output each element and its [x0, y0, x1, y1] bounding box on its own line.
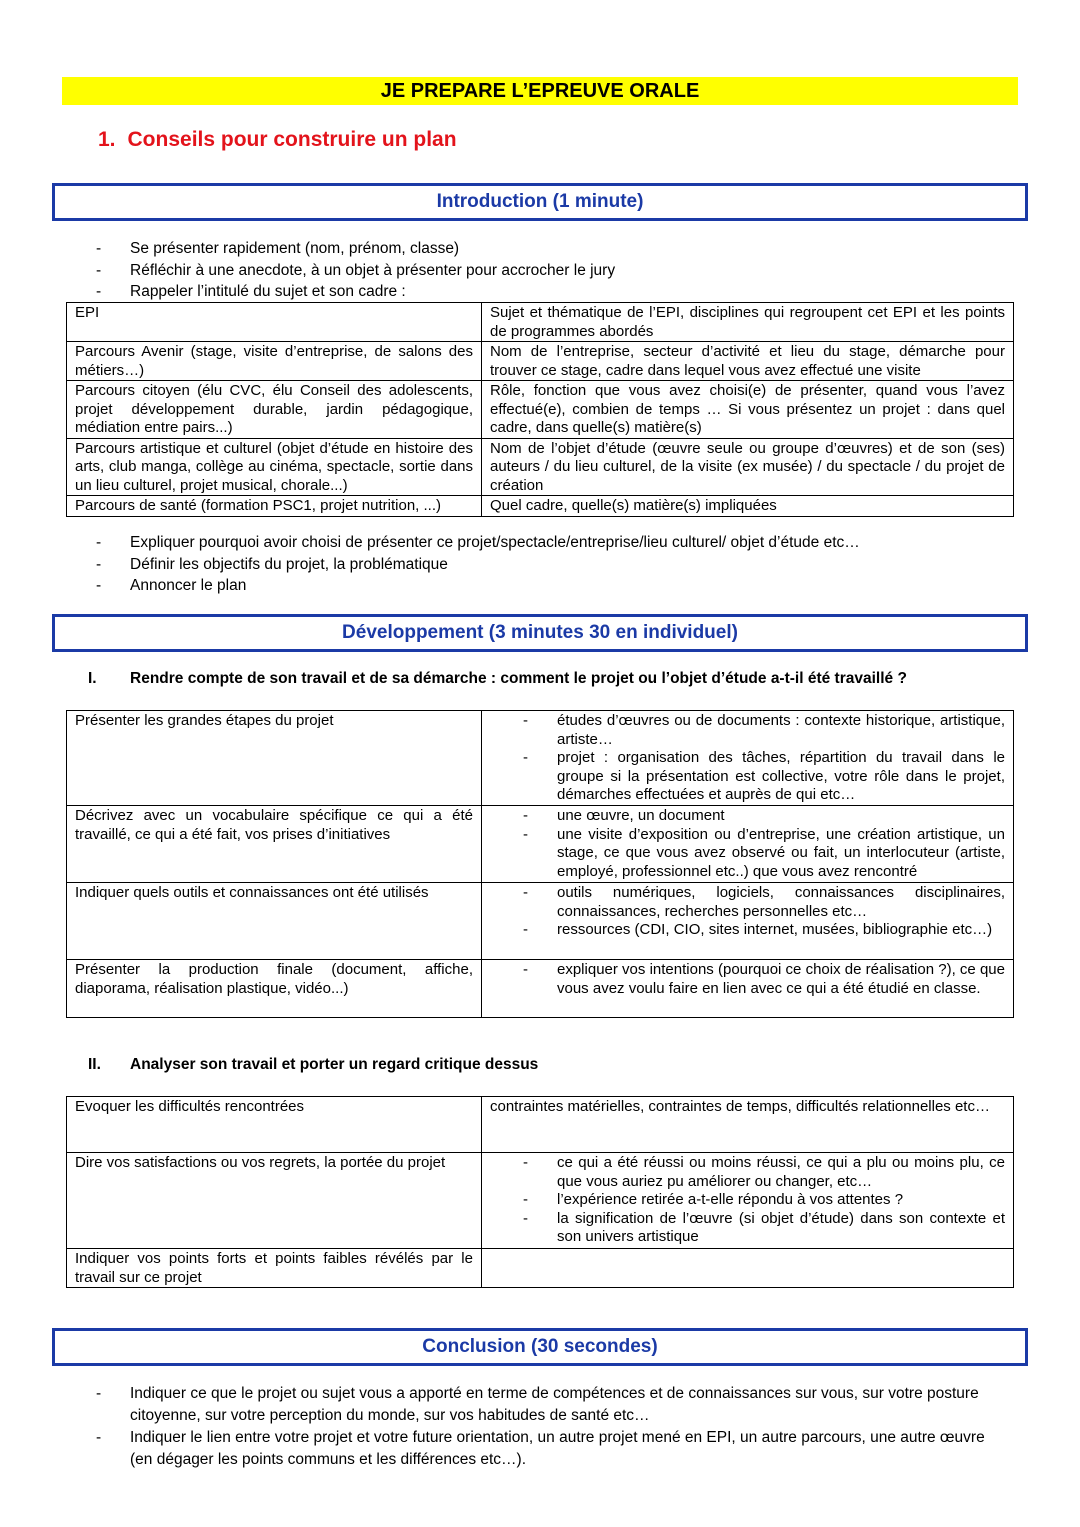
table-row: [67, 806, 1014, 883]
table-cell: [482, 1153, 1014, 1249]
roman-numeral: II.: [88, 1056, 101, 1073]
table-cell: [482, 960, 1014, 1018]
intro-bullet-list-after: [96, 532, 860, 597]
part-one-table: [66, 710, 1014, 1018]
intro-framework-table: [66, 302, 1014, 517]
table-row: [67, 342, 1014, 381]
list-item: - outils numériques, logiciels, connaissances disciplinaires, connaissances, recherches personnelles etc…: [490, 884, 1005, 921]
part-two-table: [66, 1096, 1014, 1288]
table-row: [67, 381, 1014, 439]
table-cell: Parcours artistique et culturel (objet d’étude en histoire des arts, club manga, collège au cinéma, spectacle, sortie dans un lieu culturel, projet musical, chorale...): [67, 438, 482, 496]
table-cell: Indiquer quels outils et connaissances ont été utilisés: [67, 883, 482, 960]
table-cell: Sujet et thématique de l’EPI, disciplines qui regroupent cet EPI et les points de programmes abordés: [482, 303, 1014, 342]
table-cell: Nom de l’entreprise, secteur d’activité et lieu du stage, démarche pour trouver ce stage, cadre dans lequel vous avez effectué une visite: [482, 342, 1014, 381]
list-item: - expliquer vos intentions (pourquoi ce choix de réalisation ?), ce que vous avez voulu faire en lien avec ce qui a été étudié en classe.: [490, 961, 1005, 998]
table-row: [67, 496, 1014, 517]
conclusion-heading: Conclusion (30 secondes): [52, 1328, 1028, 1366]
introduction-heading: Introduction (1 minute): [52, 183, 1028, 221]
table-row: [67, 1153, 1014, 1249]
table-cell: Présenter la production finale (document, affiche, diaporama, réalisation plastique, vidéo...): [67, 960, 482, 1018]
table-cell: EPI: [67, 303, 482, 342]
table-cell: Présenter les grandes étapes du projet: [67, 711, 482, 806]
table-cell: [482, 1249, 1014, 1288]
list-item: - ressources (CDI, CIO, sites internet, musées, bibliographie etc…): [490, 921, 1005, 940]
table-row: [67, 1249, 1014, 1288]
table-row: [67, 711, 1014, 806]
table-cell: Décrivez avec un vocabulaire spécifique ce qui a été travaillé, ce qui a été fait, vos prises d’initiatives: [67, 806, 482, 883]
list-item: - Annoncer le plan: [96, 575, 860, 597]
cell-list: [490, 712, 1005, 805]
list-item: - Indiquer ce que le projet ou sujet vous a apporté en terme de compétences et de connaissances sur vous, sur votre posture citoyenne, sur votre perception du monde, sur vos habitudes de santé etc…: [96, 1383, 996, 1427]
table-cell: [482, 711, 1014, 806]
list-item: - projet : organisation des tâches, répartition du travail dans le groupe si la présentation est collective, votre rôle dans le projet, démarches effectuées et auprès de qui etc…: [490, 749, 1005, 805]
table-row: [67, 438, 1014, 496]
table-cell: Parcours de santé (formation PSC1, projet nutrition, ...): [67, 496, 482, 517]
table-cell: [482, 883, 1014, 960]
cell-list: [490, 884, 1005, 940]
table-cell: Nom de l’objet d’étude (œuvre seule ou groupe d’œuvres) et de son (ses) auteurs / du lieu culturel, de la visite (ex musée) / du spectacle / du projet de création: [482, 438, 1014, 496]
roman-numeral: I.: [88, 670, 97, 687]
list-item: - l’expérience retirée a-t-elle répondu à vos attentes ?: [490, 1191, 1005, 1210]
table-row: [67, 303, 1014, 342]
intro-bullet-list: [96, 238, 615, 303]
part-two-heading: [88, 1056, 538, 1074]
table-cell: Parcours citoyen (élu CVC, élu Conseil des adolescents, projet développement durable, jardin pédagogique, médiation entre pairs...): [67, 381, 482, 439]
table-cell: Indiquer vos points forts et points faibles révélés par le travail sur ce projet: [67, 1249, 482, 1288]
table-cell: Parcours Avenir (stage, visite d’entreprise, de salons des métiers…): [67, 342, 482, 381]
list-item: - Indiquer le lien entre votre projet et votre future orientation, un autre projet mené en EPI, un autre parcours, une autre œuvre (en dégager les points communs et les différences etc…).: [96, 1427, 996, 1471]
table-cell: [482, 806, 1014, 883]
table-cell: Rôle, fonction que vous avez choisi(e) de présenter, quand vous l’avez effectué(e), combien de temps … Si vous présentez un projet : dans quel cadre, dans quelle(s) matière(s): [482, 381, 1014, 439]
table-cell: Quel cadre, quelle(s) matière(s) impliquées: [482, 496, 1014, 517]
list-item: - Expliquer pourquoi avoir choisi de présenter ce projet/spectacle/entreprise/lieu culturel/ objet d’étude etc…: [96, 532, 860, 554]
table-row: [67, 883, 1014, 960]
list-item: - la signification de l’œuvre (si objet d’étude) dans son contexte et son univers artistique: [490, 1210, 1005, 1247]
cell-list: [490, 1154, 1005, 1247]
list-item: - études d’œuvres ou de documents : contexte historique, artistique, artiste…: [490, 712, 1005, 749]
page-title: JE PREPARE L’EPREUVE ORALE: [62, 77, 1018, 105]
development-heading: Développement (3 minutes 30 en individuel): [52, 614, 1028, 652]
section-label: Conseils pour construire un plan: [127, 128, 457, 151]
list-item: - une œuvre, un document: [490, 807, 1005, 826]
table-row: [67, 960, 1014, 1018]
section-number: 1.: [98, 128, 116, 151]
list-item: - Se présenter rapidement (nom, prénom, classe): [96, 238, 615, 260]
part-one-title: Rendre compte de son travail et de sa démarche : comment le projet ou l’objet d’étude a-t-il été travaillé ?: [130, 670, 907, 687]
list-item: - Définir les objectifs du projet, la problématique: [96, 554, 860, 576]
list-item: - une visite d’exposition ou d’entreprise, une création artistique, un stage, ce que vous avez observé ou fait, un interlocuteur (artiste, employé, professionnel etc..) que vous avez rencontré: [490, 826, 1005, 882]
table-cell: Dire vos satisfactions ou vos regrets, la portée du projet: [67, 1153, 482, 1249]
cell-list: [490, 961, 1005, 998]
list-item: - Réfléchir à une anecdote, à un objet à présenter pour accrocher le jury: [96, 260, 615, 282]
list-item: - Rappeler l’intitulé du sujet et son cadre :: [96, 281, 615, 303]
cell-list: [490, 807, 1005, 881]
part-two-title: Analyser son travail et porter un regard critique dessus: [130, 1056, 539, 1073]
section-heading: [98, 128, 457, 152]
table-cell: Evoquer les difficultés rencontrées: [67, 1097, 482, 1153]
conclusion-bullet-list: [96, 1383, 996, 1471]
list-item: - ce qui a été réussi ou moins réussi, ce qui a plu ou moins plu, ce que vous auriez pu améliorer ou changer, etc…: [490, 1154, 1005, 1191]
table-row: [67, 1097, 1014, 1153]
part-one-heading: [88, 670, 907, 688]
table-cell: contraintes matérielles, contraintes de temps, difficultés relationnelles etc…: [482, 1097, 1014, 1153]
